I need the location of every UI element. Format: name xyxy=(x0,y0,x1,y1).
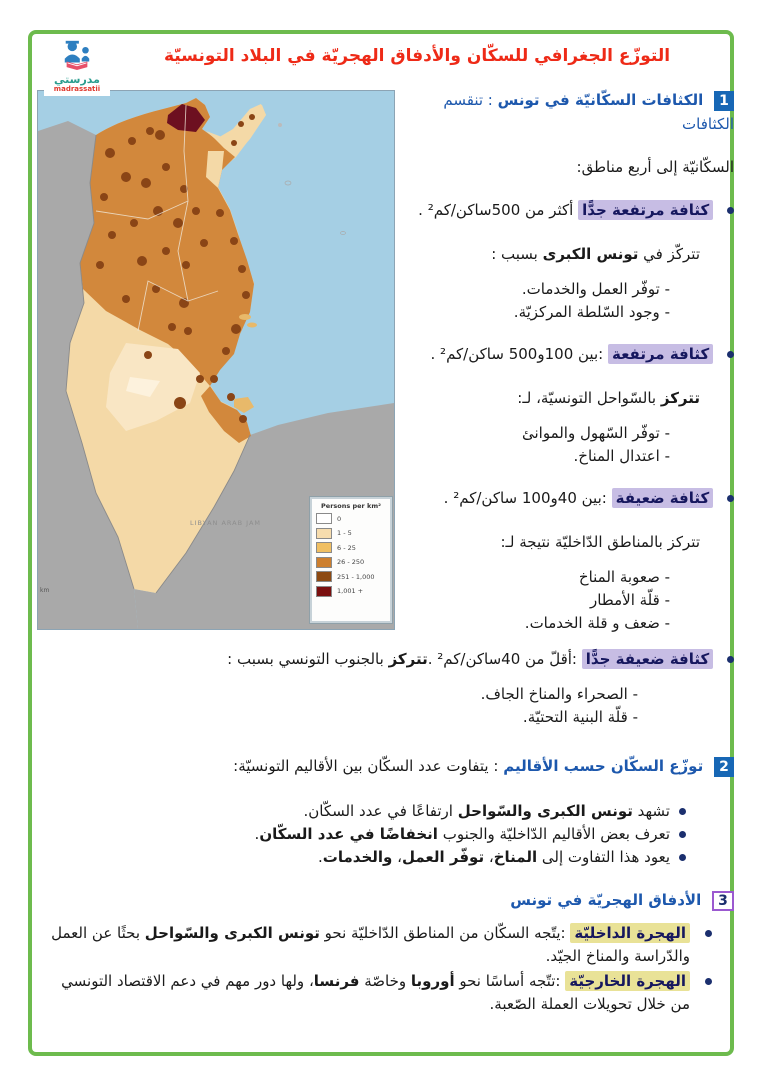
region-bullet-text: تشهد تونس الكبرى والسّواحل ارتفاعًا في عدد السكّان. xyxy=(303,802,670,820)
reason-item: - وجود السّلطة المركزيّة. xyxy=(396,301,734,324)
section-1-heading xyxy=(396,88,734,136)
reason-item: - قلّة البنية التحتيّة. xyxy=(40,706,734,729)
reason-item: - قلّة الأمطار xyxy=(396,589,734,612)
legend-row xyxy=(316,557,386,568)
migration-external-bullet xyxy=(40,970,734,1016)
density-4-label: كثافة ضعيفة جدًّا xyxy=(582,649,713,669)
density-3-focus: تتركز بالمناطق الدّاخليّة نتيجة لـ: xyxy=(500,533,700,551)
page-title: التوزّع الجغرافي للسكّان والأدفاق الهجريّة في البلاد التونسيّة xyxy=(163,46,671,66)
map-legend xyxy=(310,497,392,623)
section-2-number-badge: 2 xyxy=(714,757,734,777)
section-3-heading xyxy=(40,889,734,912)
density-2-line xyxy=(396,342,734,366)
zembra-islet xyxy=(278,123,282,127)
legend-swatch xyxy=(316,542,332,553)
legend-label: 0 xyxy=(337,514,342,523)
section-2-heading xyxy=(40,755,734,778)
reason-item: - توفّر العمل والخدمات. xyxy=(396,278,734,301)
section-1-title: الكثافات السكّانيّة في تونس xyxy=(497,91,704,109)
legend-swatch xyxy=(316,571,332,582)
region-bullet xyxy=(40,823,734,846)
density-4-reasons xyxy=(40,683,734,729)
logo-arabic-text: مدرستي xyxy=(54,73,100,86)
bullet-dot-icon xyxy=(705,978,712,985)
legend-swatch xyxy=(316,528,332,539)
legend-swatch xyxy=(316,557,332,568)
section-1-intro-line: السكّانيّة إلى أربع مناطق: xyxy=(576,158,734,176)
density-2-value: :بين 100و500 ساكن/كم² . xyxy=(430,345,604,363)
legend-swatch xyxy=(316,513,332,524)
density-3-label: كثافة ضعيفة xyxy=(612,488,714,508)
madrassatii-logo xyxy=(44,36,110,96)
section-1-number-badge: 1 xyxy=(714,91,734,111)
section-2-title-rest: : يتفاوت عدد السكّان بين الأقاليم التونسيّة: xyxy=(233,757,499,775)
legend-label: 26 - 250 xyxy=(337,558,365,566)
section-2-title: توزّع السكّان حسب الأقاليم xyxy=(503,757,704,775)
logo-reader-icon xyxy=(58,38,96,70)
density-2-focus: تتركز بالسّواحل التونسيّة، لـ: xyxy=(517,389,700,407)
bullet-dot-icon xyxy=(727,351,734,358)
lower-content xyxy=(40,648,734,1018)
bullet-dot-icon xyxy=(679,808,686,815)
migration-internal-bullet xyxy=(40,922,734,968)
section-1-column xyxy=(396,88,734,653)
migration-internal-label: الهجرة الداخليّة xyxy=(570,923,690,943)
density-1-label: كثافة مرتفعة جدًّا xyxy=(578,200,713,220)
migration-internal-text: :يتّجه السكّان من المناطق الدّاخليّة نحو تونس الكبرى والسّواحل بحثًا عن العمل والدّراسة والمناخ الجيّد. xyxy=(51,924,690,965)
section-1-title-rest: : تنقسم الكثافات xyxy=(443,91,734,133)
logo-latin-text: madrassatii xyxy=(53,85,101,93)
density-4-line xyxy=(40,648,734,671)
bullet-dot-icon xyxy=(727,495,734,502)
legend-row xyxy=(316,528,386,539)
reason-item: - الصحراء والمناخ الجاف. xyxy=(40,683,734,706)
reason-item: - ضعف و قلة الخدمات. xyxy=(396,612,734,635)
reason-item: - توفّر السّهول والموانئ xyxy=(396,422,734,445)
bullet-dot-icon xyxy=(705,930,712,937)
region-bullet xyxy=(40,846,734,869)
section-2-bullets xyxy=(40,800,734,869)
section-3-bullets xyxy=(40,922,734,1016)
density-2-reasons xyxy=(396,422,734,468)
density-1-value: أكثر من 500ساكن/كم² . xyxy=(418,201,574,219)
bullet-dot-icon xyxy=(727,207,734,214)
map-scale-km-label: km xyxy=(40,587,50,594)
libya-country-label: LIBYAN ARAB JAM xyxy=(190,519,262,527)
legend-title: Persons per km² xyxy=(321,502,381,510)
legend-label: 1,001 + xyxy=(337,587,364,595)
migration-external-label: الهجرة الخارجيّة xyxy=(565,971,690,991)
bullet-dot-icon xyxy=(679,854,686,861)
tunisia-density-map xyxy=(37,90,395,630)
section-3-title: الأدفاق الهجريّة في تونس xyxy=(510,891,702,909)
region-bullet xyxy=(40,800,734,823)
legend-row xyxy=(316,571,386,582)
migration-external-text: :تتّجه أساسًا نحو أوروبا وخاصّة فرنسا، ولها دور مهم في دعم الاقتصاد التونسي من خلال تحويلات العملة الصّعبة. xyxy=(61,972,690,1013)
legend-label: 6 - 25 xyxy=(337,543,356,552)
legend-row xyxy=(316,542,386,553)
legend-row xyxy=(316,513,386,524)
reason-item: - اعتدال المناخ. xyxy=(396,445,734,468)
density-1-focus: تتركّز في تونس الكبرى بسبب : xyxy=(491,245,700,263)
region-bullet-text: تعرف بعض الأقاليم الدّاخليّة والجنوب انخفاضًا في عدد السكّان. xyxy=(254,825,670,843)
density-3-reasons xyxy=(396,566,734,635)
section-3-number-badge: 3 xyxy=(712,891,734,911)
legend-label: 1 - 5 xyxy=(337,529,352,537)
bullet-dot-icon xyxy=(679,831,686,838)
density-3-value: :بين 40و100 ساكن/كم² . xyxy=(443,489,607,507)
density-3-line xyxy=(396,486,734,510)
density-1-reasons xyxy=(396,278,734,324)
sea-islet-1 xyxy=(285,181,291,185)
legend-swatch xyxy=(316,586,332,597)
density-2-label: كثافة مرتفعة xyxy=(608,344,713,364)
region-bullet-text: يعود هذا التفاوت إلى المناخ، توفّر العمل، والخدمات. xyxy=(318,848,670,866)
reason-item: - صعوبة المناخ xyxy=(396,566,734,589)
sea-islet-2 xyxy=(341,232,346,235)
legend-row xyxy=(316,586,386,597)
bullet-dot-icon xyxy=(727,656,734,663)
density-4-value: :أقلّ من 40ساكن/كم² .تتركز بالجنوب التونسي بسبب : xyxy=(227,650,577,668)
legend-label: 251 - 1,000 xyxy=(337,572,375,581)
density-1-line xyxy=(396,198,734,222)
